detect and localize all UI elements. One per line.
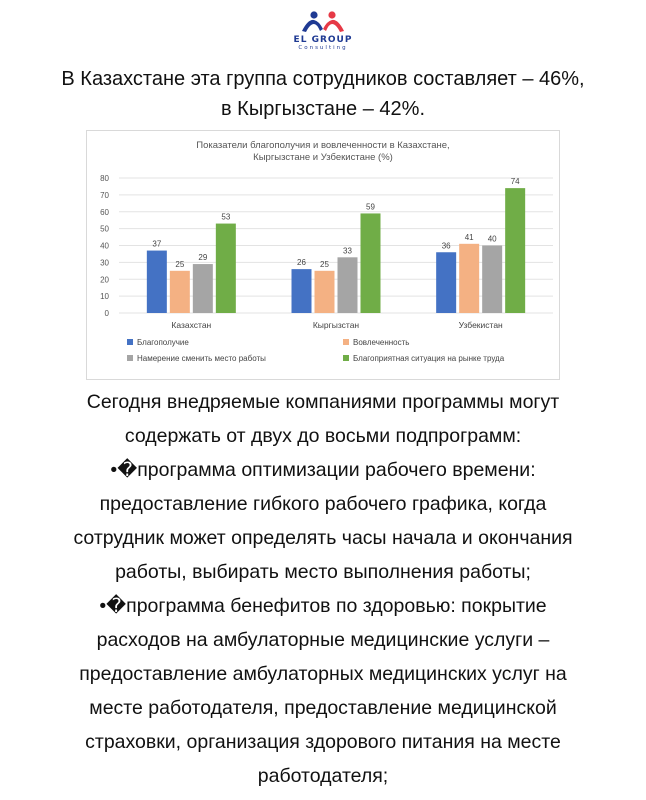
x-tick-label: Казахстан [171,320,212,330]
bar [147,251,167,313]
y-tick-label: 30 [100,258,109,268]
data-label: 29 [198,253,208,263]
legend-swatch [343,355,349,361]
body-line: предоставление гибкого рабочего графика, когда [99,493,547,515]
bar [436,252,456,313]
people-logo-icon [300,10,346,34]
body-line: содержать от двух до восьми подпрограмм: [124,425,522,447]
x-tick-label: Кыргызстан [312,320,360,330]
y-tick-label: 50 [100,224,109,234]
data-label: 25 [320,259,329,269]
chart-title: Показатели благополучия и вовлеченности в Казахстане, [196,140,450,151]
data-label: 36 [441,241,451,251]
body-line: месте работодателя, предоставление медицинской [89,697,557,719]
body-line: страховки, организация здорового питания на месте [85,731,561,753]
data-label: 25 [175,259,185,269]
bar [292,269,312,313]
bar [193,264,213,313]
y-tick-label: 70 [100,190,109,200]
y-tick-label: 20 [100,275,109,285]
intro-line-2: в Кыргызстане – 42%. [221,98,425,120]
y-tick-label: 60 [100,207,109,217]
bar [338,257,358,313]
body-line: Сегодня внедряемые компаниями программы могут [86,391,560,413]
intro-text [0,64,646,124]
body-text [0,385,646,793]
data-label: 33 [343,246,352,256]
intro-line-1: В Казахстане эта группа сотрудников составляет – 46%, [61,68,585,90]
data-label: 53 [221,212,231,222]
chart-title: Кыргызстане и Узбекистане (%) [253,152,393,163]
wellbeing-chart [86,130,560,380]
x-tick-label: Узбекистан [458,320,503,330]
data-label: 41 [464,232,474,242]
logo-name: EL GROUP [293,35,353,45]
body-line: предоставление амбулаторных медицинских услуг на [79,663,567,685]
bar [170,271,190,313]
y-tick-label: 80 [100,174,109,183]
bar [482,246,502,314]
bar [361,213,381,313]
y-tick-label: 10 [100,292,109,302]
legend-label: Благополучие [137,338,189,347]
legend-label: Намерение сменить место работы [137,354,266,363]
data-label: 37 [152,239,162,249]
body-line: •�программа оптимизации рабочего времени: [110,459,536,481]
body-line: работодателя; [257,765,389,787]
legend-swatch [127,339,133,345]
company-logo [0,10,646,52]
body-line: •�программа бенефитов по здоровью: покрытие [99,595,547,617]
legend-label: Благоприятная ситуация на рынке труда [353,354,505,363]
bar [315,271,335,313]
legend-swatch [127,355,133,361]
data-label: 59 [366,202,375,212]
chart-canvas [87,131,559,379]
y-tick-label: 40 [100,241,109,251]
data-label: 74 [510,177,520,187]
data-label: 26 [297,258,306,268]
data-label: 40 [487,234,497,244]
legend-label: Вовлеченность [353,338,410,347]
bar [505,188,525,313]
body-line: работы, выбирать место выполнения работы; [115,561,531,583]
legend-swatch [343,339,349,345]
bar [216,224,236,313]
body-line: сотрудник может определять часы начала и окончания [73,527,573,549]
logo-subtitle: Consulting [298,45,348,51]
body-line: расходов на амбулаторные медицинские услуги – [96,629,550,651]
y-tick-label: 0 [104,309,109,318]
bar [459,244,479,313]
